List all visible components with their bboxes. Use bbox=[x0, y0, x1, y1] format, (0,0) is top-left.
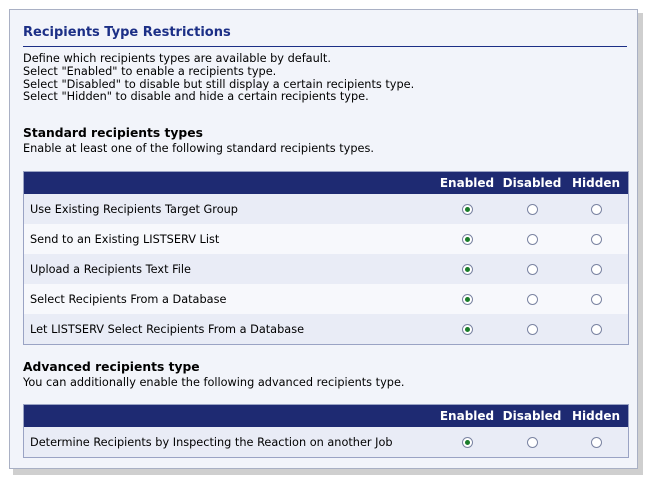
disabled-radio[interactable] bbox=[527, 437, 538, 448]
advanced-types-table bbox=[23, 404, 629, 458]
row-label: Determine Recipients by Inspecting the Reaction on another Job bbox=[24, 427, 435, 458]
hidden-radio[interactable] bbox=[591, 234, 602, 245]
header-disabled: Disabled bbox=[500, 172, 564, 195]
hidden-option-cell bbox=[564, 254, 629, 284]
table-header-row bbox=[24, 172, 629, 195]
intro-line: Define which recipients types are available by default. bbox=[23, 52, 331, 65]
enabled-radio[interactable] bbox=[462, 234, 473, 245]
row-label: Use Existing Recipients Target Group bbox=[24, 194, 435, 224]
disabled-option-cell bbox=[500, 284, 564, 314]
intro-text bbox=[23, 53, 414, 104]
hidden-radio[interactable] bbox=[591, 264, 602, 275]
intro-line: Select "Enabled" to enable a recipients type. bbox=[23, 64, 277, 78]
header-enabled: Enabled bbox=[434, 405, 500, 428]
enabled-radio[interactable] bbox=[462, 437, 473, 448]
hidden-radio[interactable] bbox=[591, 204, 602, 215]
enabled-option-cell bbox=[434, 194, 500, 224]
recipients-type-restrictions-panel bbox=[9, 9, 638, 469]
disabled-radio[interactable] bbox=[527, 324, 538, 335]
hidden-option-cell bbox=[564, 194, 629, 224]
table-row bbox=[24, 194, 629, 224]
enabled-option-cell bbox=[434, 224, 500, 254]
disabled-radio[interactable] bbox=[527, 294, 538, 305]
disabled-option-cell bbox=[500, 254, 564, 284]
disabled-radio[interactable] bbox=[527, 204, 538, 215]
table-row bbox=[24, 224, 629, 254]
standard-section-description: Enable at least one of the following standard recipients types. bbox=[23, 142, 374, 155]
standard-types-table bbox=[23, 171, 629, 345]
header-enabled: Enabled bbox=[434, 172, 500, 195]
enabled-radio[interactable] bbox=[462, 324, 473, 335]
header-hidden: Hidden bbox=[564, 172, 629, 195]
table-header-row bbox=[24, 405, 629, 428]
intro-line: Select "Disabled" to disable but still display a certain recipients type. bbox=[23, 77, 415, 91]
header-hidden: Hidden bbox=[564, 405, 629, 428]
panel-title: Recipients Type Restrictions bbox=[23, 25, 231, 40]
hidden-option-cell bbox=[564, 224, 629, 254]
title-divider bbox=[23, 46, 627, 47]
standard-section-title: Standard recipients types bbox=[23, 126, 203, 140]
intro-line: Select "Hidden" to disable and hide a certain recipients type. bbox=[23, 90, 369, 104]
enabled-radio[interactable] bbox=[462, 294, 473, 305]
disabled-option-cell bbox=[500, 224, 564, 254]
enabled-radio[interactable] bbox=[462, 204, 473, 215]
enabled-option-cell bbox=[434, 427, 500, 458]
hidden-radio[interactable] bbox=[591, 437, 602, 448]
disabled-option-cell bbox=[500, 314, 564, 345]
enabled-option-cell bbox=[434, 254, 500, 284]
disabled-option-cell bbox=[500, 427, 564, 458]
header-blank bbox=[24, 405, 435, 428]
hidden-option-cell bbox=[564, 314, 629, 345]
table-row bbox=[24, 254, 629, 284]
row-label: Send to an Existing LISTSERV List bbox=[24, 224, 435, 254]
row-label: Select Recipients From a Database bbox=[24, 284, 435, 314]
hidden-option-cell bbox=[564, 284, 629, 314]
enabled-option-cell bbox=[434, 284, 500, 314]
enabled-radio[interactable] bbox=[462, 264, 473, 275]
header-blank bbox=[24, 172, 435, 195]
advanced-section-title: Advanced recipients type bbox=[23, 360, 200, 374]
hidden-option-cell bbox=[564, 427, 629, 458]
table-row bbox=[24, 314, 629, 345]
disabled-option-cell bbox=[500, 194, 564, 224]
row-label: Let LISTSERV Select Recipients From a Database bbox=[24, 314, 435, 345]
hidden-radio[interactable] bbox=[591, 294, 602, 305]
header-disabled: Disabled bbox=[500, 405, 564, 428]
advanced-section-description: You can additionally enable the following advanced recipients type. bbox=[23, 376, 405, 389]
table-row bbox=[24, 427, 629, 458]
hidden-radio[interactable] bbox=[591, 324, 602, 335]
table-row bbox=[24, 284, 629, 314]
disabled-radio[interactable] bbox=[527, 264, 538, 275]
enabled-option-cell bbox=[434, 314, 500, 345]
disabled-radio[interactable] bbox=[527, 234, 538, 245]
row-label: Upload a Recipients Text File bbox=[24, 254, 435, 284]
